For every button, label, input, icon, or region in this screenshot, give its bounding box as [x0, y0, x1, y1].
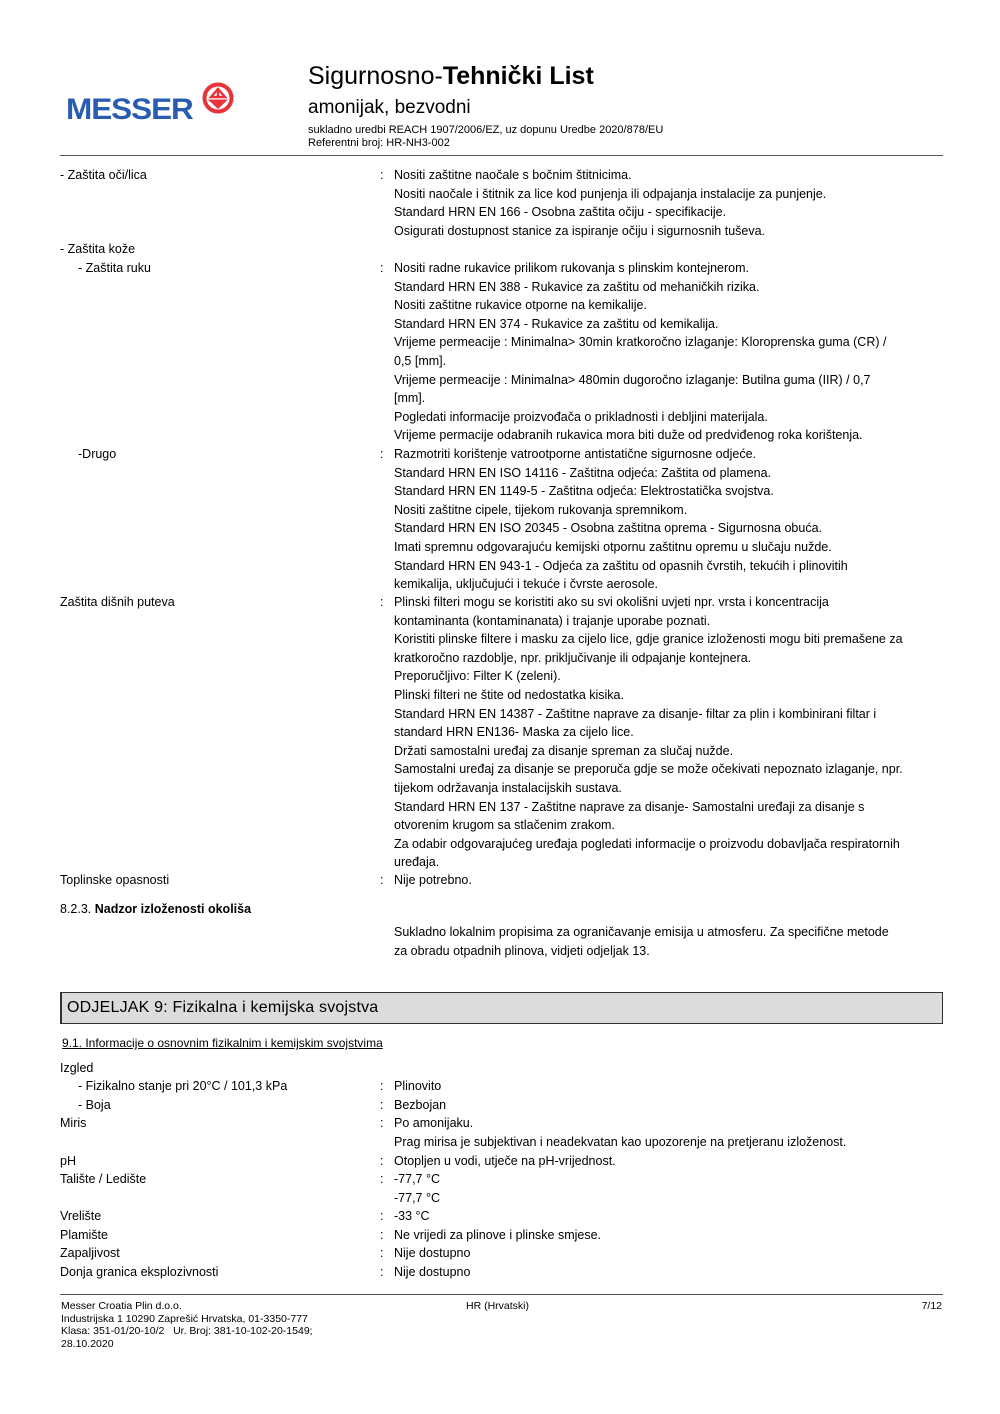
value-line: uređaja.	[394, 855, 440, 870]
value-line: kratkoročno razdoblje, npr. priključivanje ili odpajanje kontejnera.	[394, 650, 752, 665]
messer-logo	[66, 83, 236, 126]
footer-company-info	[61, 1300, 313, 1350]
value-line: Plinski filteri mogu se koristiti ako su svi okolišni uvjeti npr. vrsta i koncentracija	[394, 595, 829, 609]
value-line: Vrijeme permacije odabranih rukavica mora biti duže od predviđenog roka korištenja.	[394, 428, 863, 443]
value-line: Plinski filteri ne štite od nedostatka kisika.	[394, 687, 624, 702]
separator-colon: :	[380, 1098, 384, 1112]
title-regular: Sigurnosno-	[308, 62, 443, 90]
property-label: - Boja	[78, 1098, 111, 1112]
footer-divider	[60, 1294, 943, 1295]
value-line: Standard HRN EN ISO 20345 - Osobna zaštitna oprema - Sigurnosna obuća.	[394, 521, 823, 536]
document-title	[308, 61, 663, 91]
separator-colon: :	[380, 1209, 384, 1223]
thermal-hazards-label: Toplinske opasnosti	[60, 873, 170, 887]
separator-colon: :	[380, 261, 384, 275]
value-line: Vrijeme permeacije : Minimalna> 480min dugoročno izlaganje: Butilna guma (IIR) / 0,7	[394, 372, 871, 387]
title-block	[308, 61, 663, 150]
value-line: Imati spremnu odgovarajuću kemijski otpornu zaštitnu opremu u slučaju nužde.	[394, 539, 832, 554]
value-line: Po amonijaku.	[394, 1116, 474, 1130]
value-line: Vrijeme permeacije : Minimalna> 30min kratkoročno izlaganje: Kloroprenska guma (CR) /	[394, 335, 887, 350]
value-line: Nositi zaštitne rukavice otporne na kemikalije.	[394, 298, 647, 313]
messer-emblem-icon	[202, 82, 234, 114]
document-language: HR (Hrvatski)	[466, 1300, 529, 1312]
section-9-heading: ODJELJAK 9: Fizikalna i kemijska svojstva	[60, 992, 943, 1024]
subsection-title: Nadzor izloženosti okoliša	[94, 902, 252, 916]
value-line: Standard HRN EN ISO 14116 - Zaštitna odjeća: Zaštita od plamena.	[394, 465, 772, 480]
value-line: Razmotriti korištenje vatrootporne antistatične sigurnosne odjeće.	[394, 447, 756, 461]
regulation-text: sukladno uredbi REACH 1907/2006/EZ, uz dopunu Uredbe 2020/878/EU	[308, 124, 664, 136]
subsection-9-1-link[interactable]: 9.1. Informacije o osnovnim fizikalnim i kemijskim svojstvima	[62, 1036, 383, 1050]
value-line: Standard HRN EN 1149-5 - Zaštitna odjeća: Elektrostatička svojstva.	[394, 484, 774, 499]
eye-protection-value	[394, 166, 944, 240]
separator-colon: :	[380, 168, 384, 182]
property-label: Talište / Ledište	[60, 1172, 147, 1186]
value-line: Nositi radne rukavice prilikom rukovanja s plinskim kontejnerom.	[394, 261, 749, 275]
value-line: Koristiti plinske filtere i masku za cijelo lice, gdje granice izloženosti mogu biti premašene za	[394, 632, 903, 647]
separator-colon: :	[380, 1079, 384, 1093]
subsection-number: 8.2.3.	[60, 902, 92, 916]
company-name: Messer Croatia Plin d.o.o.	[61, 1300, 182, 1312]
value-line: Samostalni uređaj za disanje se preporuča gdje se može očekivati nepoznato izlaganje, npr.	[394, 762, 903, 777]
respiratory-protection-value	[394, 593, 944, 872]
eye-protection-label: - Zaštita oči/lica	[60, 168, 147, 182]
env-control-value	[394, 923, 944, 960]
document-header	[60, 55, 943, 155]
value-line: Plinovito	[394, 1079, 442, 1093]
separator-colon: :	[380, 1172, 384, 1186]
value-line: kemikalija, uključujući i tekuće i čvrste aerosole.	[394, 577, 658, 592]
value-line: otvorenim krugom sa stlačenim zrakom.	[394, 818, 615, 833]
separator-colon: :	[380, 1265, 384, 1279]
value-line: Nositi zaštitne naočale s bočnim štitnicima.	[394, 168, 632, 182]
separator-colon: :	[380, 1246, 384, 1260]
property-label: Vrelište	[60, 1209, 102, 1223]
property-value	[394, 1152, 944, 1171]
value-line: 0,5 [mm].	[394, 353, 447, 368]
property-value	[394, 1207, 944, 1226]
value-line: -77,7 °C	[394, 1172, 440, 1186]
value-line: Nije dostupno	[394, 1246, 471, 1260]
value-line: Prag mirisa je subjektivan i neadekvatan kao upozorenje na pretjeranu izloženost.	[394, 1134, 847, 1149]
value-line: Nositi zaštitne cipele, tijekom rukovanja spremnikom.	[394, 502, 688, 517]
value-line: Bezbojan	[394, 1098, 447, 1112]
value-line: za obradu otpadnih plinova, vidjeti odjeljak 13.	[394, 943, 650, 958]
value-line: Standard HRN EN 166 - Osobna zaštita očiju - specifikacije.	[394, 205, 727, 220]
property-value	[394, 1226, 944, 1245]
other-protection-label: -Drugo	[78, 447, 117, 461]
property-value	[394, 1170, 944, 1207]
property-label: Plamište	[60, 1228, 108, 1242]
property-label: Miris	[60, 1116, 87, 1130]
hand-protection-label: - Zaštita ruku	[78, 261, 151, 275]
reference-number: Referentni broj: HR-NH3-002	[308, 137, 450, 149]
thermal-hazards-value: Nije potrebno.	[394, 873, 472, 887]
value-line: Za odabir odgovarajućeg uređaja pogledati informacije o proizvodu dobavljača respiratornih	[394, 836, 900, 851]
value-line: Nije dostupno	[394, 1265, 471, 1279]
property-label: - Fizikalno stanje pri 20°C / 101,3 kPa	[78, 1079, 288, 1093]
value-line: tijekom održavanja instalacijskih sustava.	[394, 780, 622, 795]
respiratory-protection-label: Zaštita dišnih puteva	[60, 595, 175, 609]
value-line: Nositi naočale i štitnik za lice kod punjenja ili odpajanja instalacije za punjenje.	[394, 186, 827, 201]
value-line: [mm].	[394, 391, 426, 406]
property-value	[394, 1096, 944, 1115]
separator-colon: :	[380, 1154, 384, 1168]
value-line: Standard HRN EN 374 - Rukavice za zaštitu od kemikalija.	[394, 316, 719, 331]
separator-colon: :	[380, 1228, 384, 1242]
value-line: -33 °C	[394, 1209, 430, 1223]
separator-colon: :	[380, 1116, 384, 1130]
property-label: Donja granica eksplozivnosti	[60, 1265, 219, 1279]
classification-number: Klasa: 351-01/20-10/2 Ur. Broj: 381-10-102-20-1549;	[61, 1325, 313, 1337]
value-line: Ne vrijedi za plinove i plinske smjese.	[394, 1228, 602, 1242]
value-line: kontaminanta (kontaminanata) i trajanje uporabe poznati.	[394, 613, 711, 628]
property-value	[394, 1114, 944, 1151]
property-value	[394, 1244, 944, 1263]
value-line: Preporučljivo: Filter K (zeleni).	[394, 669, 561, 684]
value-line: Standard HRN EN 137 - Zaštitne naprave za disanje- Samostalni uređaji za disanje s	[394, 799, 865, 814]
value-line: -77,7 °C	[394, 1190, 440, 1205]
appearance-label: Izgled	[60, 1061, 94, 1075]
logo-wordmark: MESSER	[66, 93, 193, 126]
separator-colon: :	[380, 595, 384, 609]
value-line: Pogledati informacije proizvođača o prikladnosti i debljini materijala.	[394, 409, 768, 424]
skin-protection-label: - Zaštita kože	[60, 242, 136, 256]
document-date: 28.10.2020	[61, 1337, 114, 1350]
value-line: Standard HRN EN 943-1 - Odjeća za zaštitu od opasnih čvrstih, tekućih i plinovitih	[394, 558, 848, 573]
property-label: Zapaljivost	[60, 1246, 120, 1260]
page-number: 7/12	[921, 1300, 942, 1312]
property-label: pH	[60, 1154, 76, 1168]
title-bold: Tehnički List	[442, 62, 594, 90]
company-address: Industrijska 1 10290 Zaprešić Hrvatska, 01-3350-777	[61, 1312, 308, 1325]
separator-colon: :	[380, 873, 384, 887]
separator-colon: :	[380, 447, 384, 461]
value-line: Sukladno lokalnim propisima za ograničavanje emisija u atmosferu. Za specifične metode	[394, 925, 889, 939]
hand-protection-value	[394, 259, 944, 445]
property-value	[394, 1263, 944, 1282]
env-control-heading	[60, 900, 251, 918]
property-value	[394, 1077, 944, 1096]
header-divider	[60, 155, 943, 156]
value-line: Otopljen u vodi, utječe na pH-vrijednost.	[394, 1154, 616, 1168]
value-line: Standard HRN EN 14387 - Zaštitne naprave za disanje- filtar za plin i kombinirani filtar i	[394, 706, 877, 721]
value-line: standard HRN EN136- Maska za cijelo lice.	[394, 725, 634, 740]
product-name: amonijak, bezvodni	[308, 97, 471, 118]
value-line: Osigurati dostupnost stanice za ispiranje očiju i sigurnosnih tuševa.	[394, 223, 766, 238]
other-protection-value	[394, 445, 944, 594]
value-line: Standard HRN EN 388 - Rukavice za zaštitu od mehaničkih rizika.	[394, 279, 760, 294]
value-line: Držati samostalni uređaj za disanje spreman za slučaj nužde.	[394, 743, 734, 758]
